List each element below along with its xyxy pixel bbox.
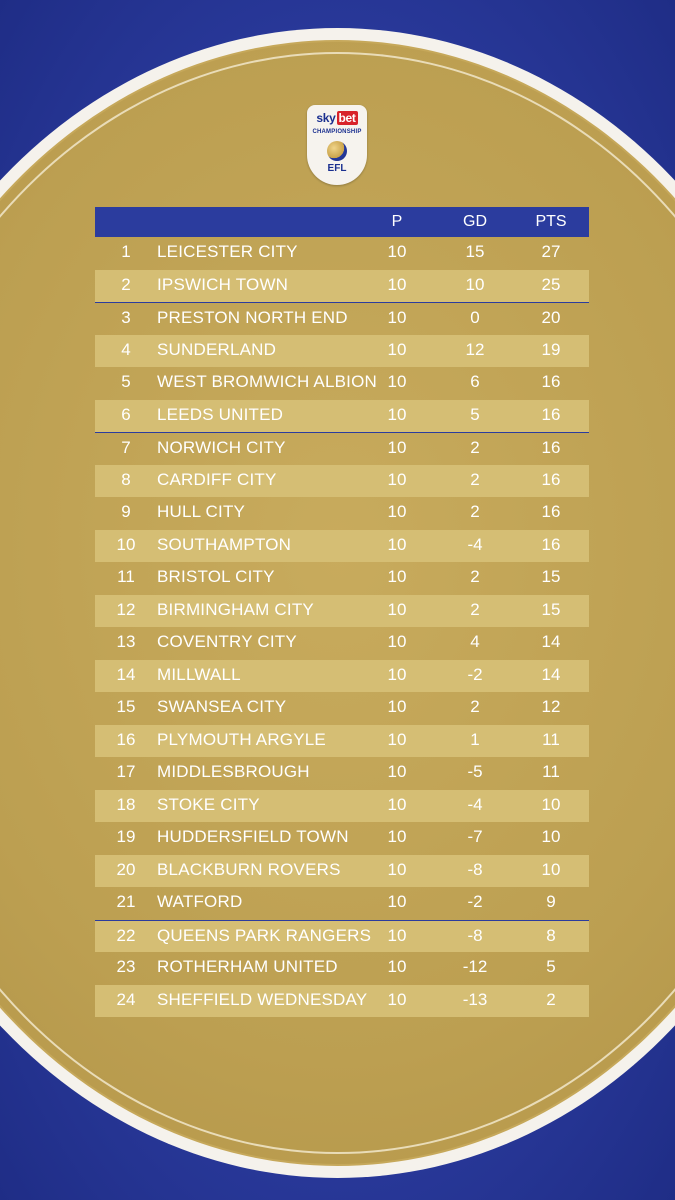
table-row	[95, 855, 589, 888]
football-icon	[327, 141, 347, 161]
points-cell: 15	[541, 599, 561, 619]
goal-difference-cell: -8	[467, 859, 483, 879]
table-row	[95, 562, 589, 595]
position-cell: 14	[116, 664, 136, 684]
team-cell: LEICESTER CITY	[157, 242, 298, 261]
points-cell: 16	[541, 534, 561, 554]
points-cell: 12	[541, 697, 561, 716]
logo-bet-text: bet	[338, 111, 356, 125]
played-cell: 10	[387, 469, 407, 489]
table-row	[95, 270, 589, 303]
played-cell: 10	[387, 339, 407, 359]
header-played: P	[391, 213, 403, 230]
goal-difference-cell: 2	[470, 599, 480, 619]
points-cell: 11	[542, 762, 560, 781]
points-cell: 20	[541, 308, 561, 327]
played-cell: 10	[387, 372, 407, 391]
goal-difference-cell: 2	[470, 567, 480, 586]
table-row	[95, 790, 589, 823]
position-cell: 17	[116, 762, 136, 781]
points-cell: 16	[541, 372, 561, 391]
played-cell: 10	[387, 632, 407, 651]
team-cell: COVENTRY CITY	[157, 632, 297, 651]
points-cell: 16	[541, 404, 561, 424]
table-row	[95, 237, 589, 270]
position-cell: 3	[121, 308, 131, 327]
played-cell: 10	[387, 925, 407, 945]
goal-difference-cell: -13	[462, 989, 488, 1009]
points-cell: 2	[546, 989, 556, 1009]
header-goal-difference: GD	[463, 213, 487, 230]
goal-difference-cell: 4	[470, 632, 480, 651]
team-cell: SHEFFIELD WEDNESDAY	[157, 989, 368, 1009]
points-cell: 5	[546, 957, 556, 976]
header-points: PTS	[535, 213, 567, 230]
points-cell: 8	[546, 925, 556, 945]
team-cell: WATFORD	[157, 892, 243, 911]
table-row	[95, 530, 589, 563]
position-cell: 11	[117, 567, 135, 586]
table-row	[95, 627, 589, 660]
points-cell: 10	[541, 859, 561, 879]
table-row	[95, 367, 589, 400]
league-logo	[307, 105, 367, 185]
team-cell: CARDIFF CITY	[157, 469, 277, 489]
played-cell: 10	[387, 957, 407, 976]
team-cell: ROTHERHAM UNITED	[157, 957, 338, 976]
logo-league: EFL	[327, 163, 347, 174]
team-cell: MILLWALL	[157, 664, 241, 684]
table-row	[95, 400, 589, 433]
goal-difference-cell: -7	[467, 827, 483, 846]
logo-sky-text: sky	[316, 111, 336, 125]
table-header	[95, 207, 589, 237]
table-row	[95, 432, 589, 465]
goal-difference-cell: 2	[470, 438, 480, 457]
position-cell: 1	[121, 242, 131, 261]
table-row	[95, 465, 589, 498]
played-cell: 10	[387, 827, 407, 846]
goal-difference-cell: 1	[470, 729, 480, 749]
goal-difference-cell: -4	[467, 794, 483, 814]
position-cell: 5	[121, 372, 131, 391]
played-cell: 10	[387, 274, 407, 294]
played-cell: 10	[387, 599, 407, 619]
position-cell: 6	[121, 404, 131, 424]
goal-difference-cell: 0	[470, 308, 480, 327]
position-cell: 12	[116, 599, 136, 619]
goal-difference-cell: 10	[465, 274, 485, 294]
played-cell: 10	[387, 404, 407, 424]
played-cell: 10	[387, 697, 407, 716]
position-cell: 23	[116, 957, 136, 976]
goal-difference-cell: 5	[470, 404, 480, 424]
team-cell: MIDDLESBROUGH	[157, 762, 310, 781]
played-cell: 10	[387, 729, 407, 749]
goal-difference-cell: -12	[462, 957, 488, 976]
goal-difference-cell: 2	[470, 502, 480, 521]
team-cell: LEEDS UNITED	[157, 404, 284, 424]
position-cell: 7	[121, 438, 131, 457]
position-cell: 9	[121, 502, 131, 521]
played-cell: 10	[387, 567, 407, 586]
position-cell: 18	[116, 794, 136, 814]
played-cell: 10	[387, 859, 407, 879]
table-row	[95, 335, 589, 368]
table-row	[95, 595, 589, 628]
table-row	[95, 887, 589, 920]
goal-difference-cell: 6	[470, 372, 480, 391]
table-row	[95, 985, 589, 1018]
position-cell: 21	[116, 892, 136, 911]
goal-difference-cell: -2	[467, 892, 483, 911]
table-row	[95, 757, 589, 790]
played-cell: 10	[387, 794, 407, 814]
table-row	[95, 497, 589, 530]
position-cell: 13	[116, 632, 136, 651]
position-cell: 20	[116, 859, 136, 879]
position-cell: 15	[116, 697, 136, 716]
position-cell: 10	[116, 534, 136, 554]
team-cell: SOUTHAMPTON	[157, 534, 292, 554]
team-cell: WEST BROMWICH ALBION	[157, 372, 377, 391]
team-cell: HUDDERSFIELD TOWN	[157, 827, 349, 846]
team-cell: QUEENS PARK RANGERS	[157, 925, 372, 945]
played-cell: 10	[387, 242, 407, 261]
table-row	[95, 952, 589, 985]
goal-difference-cell: 2	[470, 697, 480, 716]
goal-difference-cell: -4	[467, 534, 483, 554]
team-cell: PRESTON NORTH END	[157, 308, 348, 327]
table-row	[95, 725, 589, 758]
logo-sponsor	[311, 111, 363, 125]
table-row	[95, 822, 589, 855]
table-body	[95, 237, 589, 1017]
logo-competition: CHAMPIONSHIP	[312, 129, 362, 135]
table-row	[95, 692, 589, 725]
table-row	[95, 302, 589, 335]
team-cell: STOKE CITY	[157, 794, 260, 814]
position-cell: 16	[116, 729, 136, 749]
points-cell: 9	[546, 892, 556, 911]
table-row	[95, 660, 589, 693]
position-cell: 4	[121, 339, 131, 359]
team-cell: BLACKBURN ROVERS	[157, 859, 341, 879]
points-cell: 16	[541, 469, 561, 489]
position-cell: 22	[116, 925, 136, 945]
position-cell: 19	[116, 827, 136, 846]
points-cell: 19	[541, 339, 561, 359]
team-cell: BIRMINGHAM CITY	[157, 599, 314, 619]
position-cell: 2	[121, 274, 131, 294]
team-cell: IPSWICH TOWN	[157, 274, 289, 294]
points-cell: 25	[541, 274, 561, 294]
played-cell: 10	[387, 438, 407, 457]
played-cell: 10	[387, 989, 407, 1009]
team-cell: BRISTOL CITY	[157, 567, 275, 586]
team-cell: SWANSEA CITY	[157, 697, 287, 716]
points-cell: 10	[541, 827, 561, 846]
position-cell: 8	[121, 469, 131, 489]
goal-difference-cell: 12	[465, 339, 485, 359]
team-cell: SUNDERLAND	[157, 339, 277, 359]
played-cell: 10	[387, 762, 407, 781]
table-row	[95, 920, 589, 953]
goal-difference-cell: 15	[465, 242, 485, 261]
goal-difference-cell: -8	[467, 925, 483, 945]
points-cell: 14	[541, 632, 561, 651]
position-cell: 24	[116, 989, 136, 1009]
points-cell: 10	[541, 794, 561, 814]
goal-difference-cell: -5	[467, 762, 483, 781]
played-cell: 10	[387, 534, 407, 554]
points-cell: 27	[541, 242, 561, 261]
points-cell: 16	[541, 502, 561, 521]
points-cell: 16	[541, 438, 561, 457]
team-cell: PLYMOUTH ARGYLE	[157, 729, 326, 749]
team-cell: HULL CITY	[157, 502, 246, 521]
points-cell: 14	[541, 664, 561, 684]
played-cell: 10	[387, 892, 407, 911]
points-cell: 15	[541, 567, 561, 586]
goal-difference-cell: -2	[467, 664, 483, 684]
league-table	[95, 207, 589, 1017]
team-cell: NORWICH CITY	[157, 438, 286, 457]
goal-difference-cell: 2	[470, 469, 480, 489]
points-cell: 11	[542, 729, 560, 749]
played-cell: 10	[387, 664, 407, 684]
played-cell: 10	[387, 308, 407, 327]
played-cell: 10	[387, 502, 407, 521]
